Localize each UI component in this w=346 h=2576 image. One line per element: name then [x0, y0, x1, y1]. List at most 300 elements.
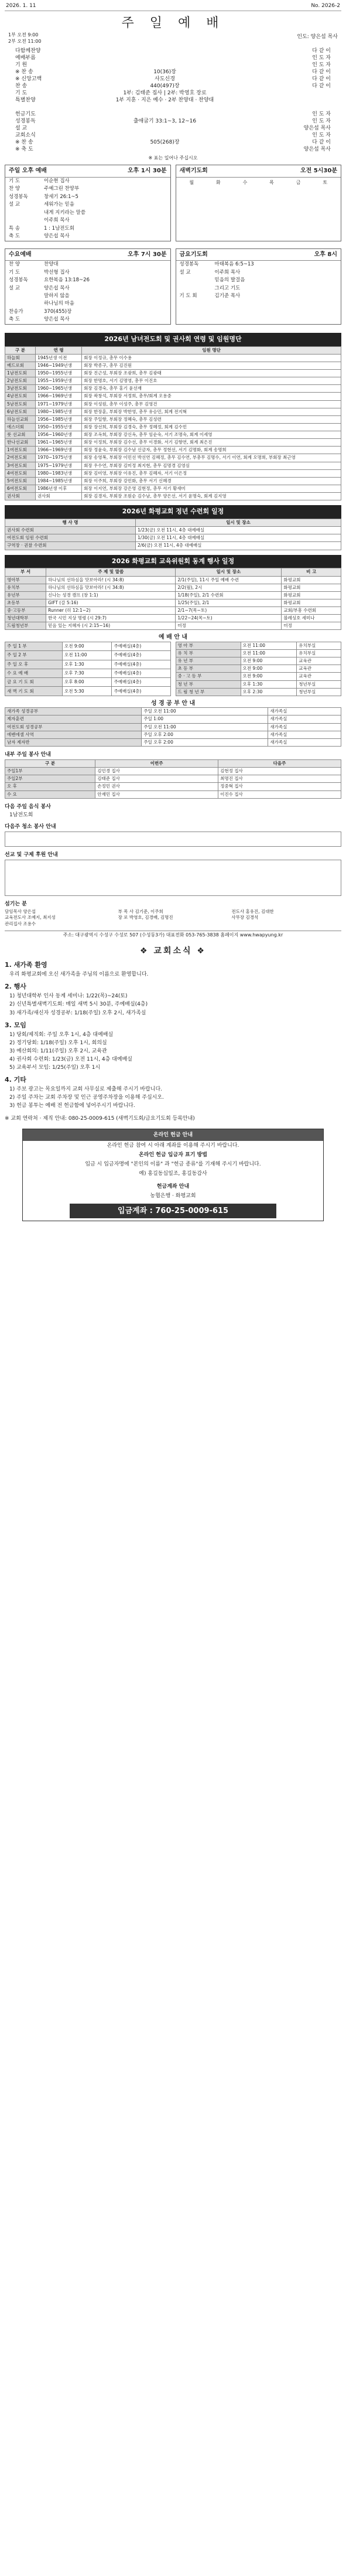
staff-item: 장 로 박영호, 김경배, 김명진: [118, 915, 173, 921]
table-header-cell: 구 분: [5, 346, 36, 354]
service-label: 찬송가: [9, 308, 23, 315]
service-value: 370(455)장: [44, 308, 72, 315]
table-cell: 오후 1:30: [62, 660, 111, 669]
table-row: [5, 527, 341, 534]
table-cell: 2남전도회: [5, 377, 36, 385]
service-value: 양은섭 목사: [44, 285, 70, 291]
table-row: [5, 687, 171, 696]
order-detail: 1부 지훈 · 지은 예수 · 2부 찬양대 · 찬양대: [115, 97, 214, 103]
service-row: [5, 261, 170, 268]
offering-box: [22, 1129, 324, 1222]
table-cell: 오전 9:00: [241, 665, 297, 673]
service-row: [176, 292, 341, 300]
table-header-cell: 행 사 명: [5, 519, 136, 527]
table-cell: 주일 1:00: [142, 715, 268, 723]
table-cell: 김태준 집사: [95, 775, 218, 783]
order-person: 인 도 자: [312, 132, 331, 138]
table-row: [176, 688, 341, 696]
contact-note: ※ 교회 연락처 · 제직 안내: 080-25-0009-615 (새벽기도회/금요기도회 등록안내): [5, 1116, 195, 1122]
table-row: [5, 477, 341, 485]
table-row: [5, 462, 341, 469]
order-detail: [57, 47, 272, 54]
table-cell: 1여전도회: [5, 447, 36, 454]
order-person: 인 도 자: [312, 118, 331, 124]
table-cell: 1/22~24(목~토): [176, 615, 282, 622]
table-cell: 김민경 집사: [95, 768, 218, 775]
order-detail: [57, 111, 272, 118]
table-cell: 제자훈련: [5, 715, 142, 723]
table-cell: 회장 이정희, 부회장 김수선, 총무 이경화, 서기 김향연, 회계 최은진: [82, 439, 341, 447]
table-cell: 6남전도회: [5, 408, 36, 415]
table-header-cell: 이번주: [95, 760, 218, 768]
news-line: 2) 신년특별새벽기도회: 매일 새벽 5시 30분, 주예배실(4층): [9, 1001, 148, 1008]
account-bank: 농협은행 · 화평교회: [150, 1193, 196, 1200]
serve-table: [5, 759, 341, 799]
service-label: 설 교: [9, 285, 20, 291]
preacher: 인도: 양은섭 목사: [297, 33, 338, 40]
table-cell: 하나님의 선하심을 맛보아라! (시 34:8): [46, 584, 176, 591]
order-row: [15, 97, 331, 104]
news-line: 4) 권사회 수련회: 1/23(금) 오전 11시, 4층 대예배실: [9, 1056, 132, 1062]
service-label: 설 교: [9, 202, 20, 208]
news-line: 2) 주일 주차는 교회 주차장 및 인근 공영주차장을 이용해 주십시오.: [9, 1095, 164, 1101]
order-item: 기 원: [15, 62, 28, 68]
table-cell: 화평교회: [282, 599, 341, 606]
study-title: 성 경 공 부 안 내: [150, 700, 196, 707]
table-cell: 주일2부: [5, 775, 95, 783]
service-value: 믿음의 발걸음: [214, 277, 245, 284]
service-value: 말하지 않을: [44, 292, 70, 299]
table-cell: 오전 9:00: [62, 642, 111, 650]
wednesday-time: 오후 7시 30분: [128, 251, 167, 258]
bulletin-number: No. 2026-2: [311, 3, 340, 9]
order-person: [272, 104, 331, 111]
order-item: 특별찬양: [15, 97, 36, 103]
dawn-title: 새벽기도회: [179, 168, 208, 175]
table-row: [5, 576, 341, 584]
service-row: [5, 269, 170, 277]
order-person: 다 같 이: [312, 83, 331, 89]
table-cell: 이진수 집사: [218, 790, 341, 798]
offering-example: 예) 홍길동십일조, 홍길동감사: [139, 1171, 207, 1177]
table-row: [5, 493, 341, 500]
table-cell: 회장 장선희, 부회장 김경숙, 총무 정혜정, 회계 김수민: [82, 423, 341, 431]
table-cell: 새가족실: [268, 715, 341, 723]
table-cell: 1971~1979년생: [35, 400, 81, 408]
table-cell: 1/25(주일), 2/1: [176, 599, 282, 606]
service-label: [9, 217, 44, 224]
service-value: 1 : 1남전도회: [44, 225, 74, 231]
service-value: 양은섭 목사: [44, 316, 70, 323]
service-label: 기 도: [9, 269, 20, 275]
order-item: 기 도: [15, 90, 28, 96]
table-cell: 주예배실(4층): [112, 651, 170, 660]
order-item: 성경봉독: [15, 118, 36, 124]
news-heading: 1. 새가족 환영: [5, 961, 47, 969]
afternoon-time: 오후 1시 30분: [128, 168, 167, 175]
table-row: [5, 715, 341, 723]
order-row: [15, 69, 331, 76]
news-heading: 4. 기타: [5, 1076, 26, 1084]
table-cell: 영아부: [5, 576, 46, 584]
news-list: [5, 961, 341, 1109]
table-row: [5, 678, 171, 687]
table-cell: 한나선교회: [5, 439, 36, 447]
table-cell: 주 일 오 후: [5, 660, 63, 669]
table-row: [5, 400, 341, 408]
service-row: [176, 269, 341, 277]
table-row: [5, 385, 341, 393]
table-cell: 오전 9:00: [241, 673, 297, 680]
table-row: [5, 362, 341, 369]
service-label: [9, 210, 44, 216]
service-value: 세워가는 믿음: [44, 202, 74, 208]
table-cell: 회장 이주희, 부회장 강민화, 총무 서기 신혜경: [82, 477, 341, 485]
table-row: [5, 447, 341, 454]
friday-title: 금요기도회: [179, 251, 208, 258]
service-row: [5, 292, 170, 300]
table-row: [5, 354, 341, 362]
order-detail: [57, 132, 272, 139]
order-row: [15, 76, 331, 83]
table-cell: 믿음 있는 지혜자 (시 2:15~16): [46, 622, 176, 630]
table-cell: 회장 이성원, 총무 이성주, 총무 김영건: [82, 400, 341, 408]
table-cell: 주 일 2 부: [5, 651, 63, 660]
clean-title: 다음주 청소 봉사 안내: [5, 823, 56, 830]
table-cell: 최명진 집사: [218, 775, 341, 783]
table-cell: 여전도회 성경공부: [5, 723, 142, 731]
table-row: [5, 584, 341, 591]
table-cell: 회장 한장훈, 부회장 박한영, 총무 유승민, 회계 전지혁: [82, 408, 341, 415]
dawn-day: 금: [296, 179, 301, 185]
table-header-cell: 임원 명단: [82, 346, 341, 354]
table-row: [5, 431, 341, 439]
table-cell: 화평교회: [282, 584, 341, 591]
table-cell: 수 요: [5, 790, 95, 798]
wednesday-title: 수요예배: [9, 251, 32, 258]
order-detail: 출애굽기 33:1~3, 12~16: [133, 118, 197, 124]
dawn-day: 월: [189, 179, 194, 185]
order-detail: [57, 125, 272, 132]
news-line: 2) 정기당회: 1/18(주일) 오후 1시, 회의실: [9, 1040, 107, 1046]
table-cell: 1975~1979년생: [35, 462, 81, 469]
table-cell: 4여전도회: [5, 469, 36, 477]
service-label: 축 도: [9, 316, 20, 323]
table-row: [5, 377, 341, 385]
table-row: [5, 607, 341, 615]
table-cell: 주예배실(4층): [112, 660, 170, 669]
table-header-row: [5, 346, 341, 354]
table-cell: 1955~1959년생: [35, 377, 81, 385]
table-header-row: [5, 760, 341, 768]
table-row: [5, 669, 171, 677]
service-row: [5, 201, 170, 209]
service-label: 축 도: [9, 233, 20, 240]
table-row: [5, 599, 341, 606]
table-cell: 회장 박종구, 총무 김진원: [82, 362, 341, 369]
dawn-prayer-box: [176, 165, 342, 241]
table-cell: 오전 11:00: [241, 642, 297, 649]
service-label: [180, 285, 215, 292]
table-row: [5, 723, 341, 731]
offering-rule: 입금 시 입금자명에 "본인의 이름" 과 "헌금 종류"를 기재해 주시기 바랍니다.: [85, 1161, 261, 1168]
table-cell: 여전도회 임원 수련회: [5, 534, 136, 542]
order-item: 찬 송: [15, 83, 28, 89]
table-cell: 1/18(주일), 2/1 수련회: [176, 591, 282, 599]
order-row: [15, 132, 331, 139]
order-person: [272, 90, 331, 97]
table-cell: 1960~1965년생: [35, 385, 81, 393]
table-cell: 초등부: [5, 599, 46, 606]
service-label: 성경봉독: [9, 193, 28, 200]
table-cell: 2/2(월), 2시: [176, 584, 282, 591]
table-cell: 오전 11:00: [241, 650, 297, 657]
service-row: [5, 193, 170, 201]
table-header-cell: 일시 및 장소: [176, 568, 282, 576]
table-cell: 화평교회: [282, 576, 341, 584]
table-cell: 회장 김경숙, 총무 홍기 윤선재: [82, 385, 341, 393]
order-detail: [57, 146, 272, 153]
table-header-row: [5, 568, 341, 576]
table-header-cell: 주 제 및 말씀: [46, 568, 176, 576]
page-title: 주 일 예 배: [121, 16, 225, 31]
table-cell: 주일 오전 11:00: [142, 723, 268, 731]
table-cell: 오전 5:30: [62, 687, 111, 696]
order-item: ※ 신앙고백: [15, 76, 42, 82]
table-cell: 1/30(금) 오전 11시, 4층 대예배실: [136, 534, 341, 542]
table-cell: 에스더회: [5, 423, 36, 431]
table-cell: 2/1~7(목~토): [176, 607, 282, 615]
order-row: [15, 104, 331, 111]
service-value: 주예그린 찬양부: [44, 186, 80, 192]
service-label: 성경봉독: [179, 261, 199, 268]
table-cell: 권사회: [5, 493, 36, 500]
order-detail: [57, 54, 272, 62]
order-row: [15, 54, 331, 62]
table-cell: 2여전도회: [5, 454, 36, 462]
table-row: [5, 783, 341, 790]
table-cell: 미정: [282, 622, 341, 630]
table-row: [5, 542, 341, 550]
table-cell: 회장 김미영, 부회장 이유진, 총무 김혜자, 서기 이은정: [82, 469, 341, 477]
table-row: [5, 591, 341, 599]
order-person: 다 같 이: [312, 47, 331, 54]
table-cell: 유치부실: [297, 642, 341, 649]
table-cell: 오전 11:00: [62, 651, 111, 660]
service-label: 찬 양: [9, 186, 20, 192]
service-times: [5, 32, 341, 45]
study-table: [5, 707, 341, 747]
service-row: [5, 217, 170, 224]
service-row: [5, 178, 170, 185]
bulletin-header: [5, 0, 341, 11]
table-cell: 손정민 권사: [95, 783, 218, 790]
staff-item: 사무장 김경석: [231, 915, 259, 921]
news-line: 3) 예산회의: 1/11(주일) 오후 2시, 교육관: [9, 1048, 107, 1054]
order-row: [15, 146, 331, 153]
order-row: [15, 83, 331, 90]
table-cell: 1950~1955년생: [35, 423, 81, 431]
order-row: [15, 62, 331, 69]
table-cell: 김현정 집사: [218, 768, 341, 775]
table-cell: 회장 우수연, 부회장 김미정 최지현, 총무 김명경 김영심: [82, 462, 341, 469]
table-cell: 1950~1955년생: [35, 370, 81, 377]
service-label: 기 도: [9, 178, 20, 184]
table-cell: 교육관: [297, 665, 341, 673]
news-line: 1) 당회/제직회: 주일 오후 1시, 4층 대예배실: [9, 1031, 114, 1038]
clean-box: [5, 832, 341, 847]
table-header-cell: 부 서: [5, 568, 46, 576]
table-cell: 회장 진근성, 부회장 조광희, 총무 김광태: [82, 370, 341, 377]
table-row: [5, 439, 341, 447]
order-detail: [57, 104, 272, 111]
table-cell: 청년대학부: [5, 615, 46, 622]
order-item: [15, 104, 57, 111]
table-cell: 회장 조옥희, 부회장 강신옥, 총무 임순숙, 서기 조명숙, 회계 이세영: [82, 431, 341, 439]
table-cell: 회장 이지연, 부회장 강은영 김현정, 총무 서기 황새미: [82, 485, 341, 492]
stand-note: ※ 표는 일어나 주십시오: [148, 155, 198, 161]
table-header-cell: 구 분: [5, 760, 95, 768]
table-cell: 유년부: [5, 591, 46, 599]
table-cell: 오 후: [5, 783, 95, 790]
church-footer: 주소: 대구광역시 수성구 수성로 507 (수성동3가) 대표전화 053-765-3838 홈페이지 www.hwapyung.kr: [5, 931, 341, 939]
table-row: [176, 665, 341, 673]
table-cell: 하늘선교회: [5, 415, 36, 423]
service-label: 특 송: [9, 225, 20, 231]
table-cell: 주일 오전 11:00: [142, 708, 268, 715]
dawn-time: 오전 5시30분: [300, 168, 337, 175]
order-item: 교회소식: [15, 132, 36, 138]
table-cell: 청년부실: [297, 688, 341, 696]
news-line: 3) 새가족/새신자 성경공부: 1/18(주일) 오후 2시, 새가족실: [9, 1010, 146, 1016]
table-row: [176, 657, 341, 665]
table-cell: 안재민 집사: [95, 790, 218, 798]
table-row: [5, 651, 171, 660]
service-row: [5, 233, 170, 240]
table-row: [5, 660, 171, 669]
missions-title: 선교 및 구제 후원 안내: [5, 852, 58, 858]
order-person: 인 도 자: [312, 62, 331, 68]
table-cell: 1984~1985년생: [35, 477, 81, 485]
service-value: 찬양대: [44, 261, 59, 268]
table-cell: 구역장 · 권찰 수련회: [5, 542, 136, 550]
table-cell: 1956~1985년생: [35, 415, 81, 423]
table-cell: 주예배실(4층): [112, 678, 170, 687]
news-line: 3) 헌금 봉투는 예배 전 헌금함에 넣어주시기 바랍니다.: [9, 1103, 135, 1109]
service-row: [5, 300, 170, 308]
table-cell: 회장 송영복, 부회장 이민선 박선연 김혜정, 총무 김수연, 부총무 김명수, 서기 이연, 회계 오명희, 부회장 최근영: [82, 454, 341, 462]
table-cell: 유치부실: [297, 650, 341, 657]
order-person: 인 도 자: [312, 54, 331, 61]
table-row: [5, 731, 341, 738]
serve-title: 내부 주일 봉사 안내: [5, 751, 51, 758]
order-detail: 505(268)장: [150, 139, 180, 145]
service-row: [5, 277, 170, 284]
service-value: 이순현 집사: [44, 178, 70, 184]
staff-item: 교육전도사 조예지, 최지성: [5, 915, 56, 921]
table-cell: 1966~1969년생: [35, 393, 81, 400]
service-row: [5, 209, 170, 217]
table-cell: 2/1(주일), 11시 주일 예배 수련: [176, 576, 282, 584]
table-cell: 중·고등부: [5, 607, 46, 615]
table-row: [5, 790, 341, 798]
service-label: [9, 293, 44, 299]
table-cell: 새가족실: [268, 708, 341, 715]
service-value: 하나님의 마음: [44, 301, 74, 307]
table-cell: 하늘회: [5, 354, 36, 362]
service-row: [5, 308, 170, 316]
order-item: 예배부름: [15, 54, 36, 61]
table-cell: 금 요 기 도 회: [5, 678, 63, 687]
order-detail: [57, 62, 272, 69]
table-row: [5, 738, 341, 746]
news-line: 1) 청년대학부 인사 동계 세미나: 1/22(목)~24(토): [9, 993, 128, 1000]
service-label: 기 도 회: [179, 292, 197, 299]
table-row: [5, 393, 341, 400]
service-row: [5, 285, 170, 292]
table-cell: 1966~1969년생: [35, 447, 81, 454]
friday-time: 오후 8시: [314, 251, 337, 258]
order-person: [272, 97, 331, 104]
table-row: [5, 708, 341, 715]
service-value: 그리고 기도: [214, 285, 241, 291]
table-cell: 오후 1:30: [241, 680, 297, 688]
service-label: [9, 301, 44, 307]
table-header-cell: 일시 및 장소: [136, 519, 341, 527]
table-cell: 5여전도회: [5, 477, 36, 485]
order-person: 다 같 이: [312, 76, 331, 82]
account-number: 입금계좌 : 760-25-0009-615: [70, 1204, 276, 1219]
table-cell: 1980~1985년생: [35, 408, 81, 415]
order-row: [15, 47, 331, 54]
table-cell: 권사회 수련회: [5, 527, 136, 534]
order-person: 양은섭 목사: [303, 146, 331, 152]
table-row: [5, 415, 341, 423]
table-row: [5, 534, 341, 542]
staff-item: 전도사 홍유진, 김대한: [231, 909, 274, 915]
news-line: 5) 교육부서 모임: 1/25(주일) 오후 1시: [9, 1065, 101, 1071]
table-cell: 베드로회: [5, 362, 36, 369]
table-row: [176, 650, 341, 657]
table-cell: 1/23(금) 오전 11시, 4층 대예배실: [136, 527, 341, 534]
table-cell: 1986년생 이후: [35, 485, 81, 492]
table-row: [5, 408, 341, 415]
dawn-day: 목: [269, 179, 274, 185]
table-cell: 교육관: [297, 657, 341, 665]
table-cell: 1980~1983년생: [35, 469, 81, 477]
order-row: [15, 125, 331, 132]
food-team: 1남전도회: [9, 812, 33, 818]
table-cell: 주일 오후 2:00: [142, 738, 268, 746]
service-value: 김기준 목사: [214, 292, 241, 299]
order-person: 양은섭 목사: [303, 125, 331, 131]
table-cell: 1남전도회: [5, 370, 36, 377]
dawn-day: 화: [216, 179, 221, 185]
table-header-cell: 비 고: [282, 568, 341, 576]
news-heading: 2. 행사: [5, 983, 26, 991]
table-cell: 오후 2:30: [241, 688, 297, 696]
service-label: 성경봉독: [9, 277, 28, 284]
service-value: 내게 지키라는 말씀: [44, 209, 86, 216]
retreat-table: [5, 519, 341, 550]
table-cell: 주예배실(4층): [112, 687, 170, 696]
table-cell: 회장 김경자, 부회장 조원순 김수남, 총무 양은선, 서기 윤명숙, 회계 김지영: [82, 493, 341, 500]
table-row: [5, 469, 341, 477]
table-cell: 1970~1975년생: [35, 454, 81, 462]
order-detail: 440(497)장: [150, 83, 180, 89]
table-cell: 6여전도회: [5, 485, 36, 492]
service-value: 양은섭 목사: [44, 233, 70, 240]
